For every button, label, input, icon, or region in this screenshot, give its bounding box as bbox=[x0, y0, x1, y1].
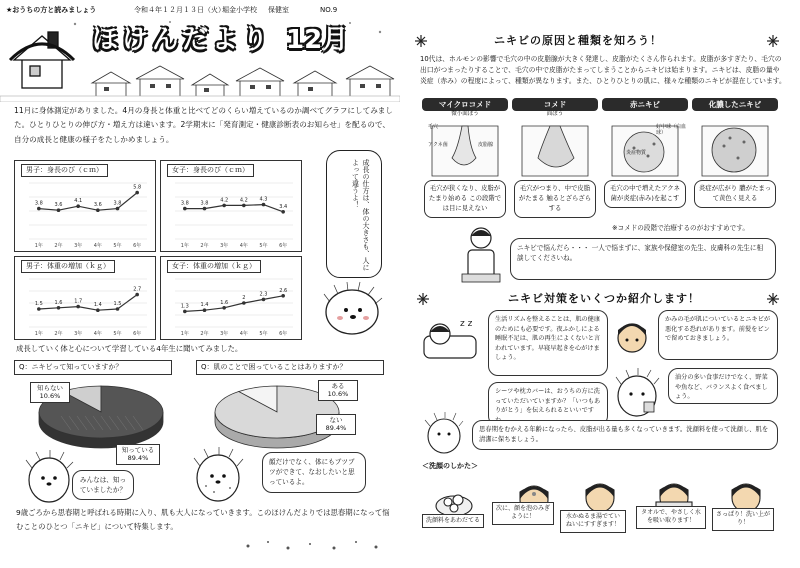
data-point bbox=[76, 204, 80, 208]
tip-bangs: かみの毛が肌についているとニキビが悪化する恐れがあります。前髪をピンで留めておきましょう。 bbox=[658, 310, 778, 360]
data-point bbox=[183, 207, 187, 211]
tip-pillow: シーツや枕カバーは、おうちの方に洗っていただいていますか？「いつもありがとう」を伝えられるといいです bbox=[488, 382, 608, 426]
tick-label: 1年 bbox=[34, 331, 43, 337]
tick-label: 3年 bbox=[220, 331, 229, 337]
cause-title: ニキビの原因と種類を知ろう！ bbox=[494, 34, 662, 47]
pie2-large-value: 89.4 bbox=[325, 424, 341, 433]
data-point bbox=[116, 207, 120, 211]
acne-stage-diagram bbox=[422, 118, 778, 178]
tick-label: 1年 bbox=[34, 243, 43, 249]
data-label: 1.7 bbox=[74, 298, 83, 305]
hedgehog-left-icon bbox=[24, 450, 74, 506]
data-label: 3.8 bbox=[113, 200, 122, 207]
data-point bbox=[135, 191, 139, 195]
cause-paragraph: 10代は、ホルモンの影響で毛穴の中の皮脂腺が大きく発達し、皮脂がたくさん作られます。皮脂が多すぎたり、毛穴の出口がつまったりすることで、毛穴の中で皮脂がたまってしまうことからニキビは始まります。ニキビは、皮脂の量や炎症（赤み）の程度によって、種類が異なります。また、ひとりひとりの肌に、様々な種類のニキビが混在しています。 bbox=[420, 55, 786, 85]
label-white-blood-cell: 好中球（白血球） bbox=[656, 124, 687, 137]
tick-label: 5年 bbox=[113, 331, 122, 337]
type-column-red-acne bbox=[602, 98, 688, 111]
type-name: コメド bbox=[512, 98, 598, 111]
type-sub: 微小面ぽう bbox=[451, 111, 479, 118]
header-office: 保健室 bbox=[268, 6, 289, 14]
tick-label: 5年 bbox=[259, 243, 268, 249]
closing-paragraph: 9歳ごろから思春期と呼ばれる時期に入り、肌も大人になっていきます。このほけんだよりでは思春期になって悩むことのひとつ「ニキビ」について特集します。 bbox=[16, 508, 390, 532]
snowflake-icon bbox=[766, 34, 780, 48]
hedgehog-speech-text: 成長の仕方は、体の大きさも、人によって違うよ！ bbox=[351, 159, 370, 271]
chart-boys-height bbox=[14, 160, 156, 252]
data-label: 1.4 bbox=[93, 302, 102, 309]
tip-lifestyle: 生活リズムを整えることは、肌の健康のためにも必要です。夜ふかしによる睡眠不足は、肌の再生によくないと言われています。早寝早起きを心がけましょう。 bbox=[488, 310, 608, 376]
data-label: 1.4 bbox=[200, 302, 209, 309]
pie-question-1: Q：ニキビって知っていますか？ bbox=[14, 360, 172, 375]
hedgehog-center-icon bbox=[192, 446, 244, 506]
pie2-small-name: ある bbox=[331, 382, 345, 390]
tick-label: 1年 bbox=[180, 331, 189, 337]
pie1-small-value: 10.6 bbox=[39, 392, 55, 401]
snowflake-icon bbox=[766, 292, 780, 306]
type-column-comedo bbox=[512, 98, 598, 118]
pie-question-2: Q：肌のことで困っていることはありますか？ bbox=[196, 360, 384, 375]
tick-label: 2年 bbox=[200, 331, 209, 337]
header-school: 堀金小学校 bbox=[222, 6, 257, 14]
data-label: 3.8 bbox=[34, 200, 43, 207]
pie1-label-large: 知っている 89.4% bbox=[116, 444, 160, 465]
snowflake-icon bbox=[416, 292, 430, 306]
data-label: 2 bbox=[242, 295, 246, 301]
hedgehog-eating-icon bbox=[614, 368, 660, 420]
chart-title: 女子：体重の増加（ｋｇ） bbox=[167, 260, 261, 273]
data-point bbox=[96, 308, 100, 312]
chart-girls-weight bbox=[160, 256, 302, 340]
type-desc: 毛穴がつまり、中で皮脂がたまる 触るとざらざらする bbox=[514, 180, 596, 218]
wash-step-3: 水かぬるま湯でていねいにすすぎます！ bbox=[560, 510, 626, 533]
tick-label: 5年 bbox=[113, 243, 122, 249]
comedo-note: ※コメドの段階で治療するのがおすすめです。 bbox=[612, 224, 749, 232]
data-label: 1.5 bbox=[34, 301, 43, 307]
measures-title: ニキビ対策をいくつか紹介します！ bbox=[508, 292, 700, 305]
label-sebaceous-gland: 皮脂腺 bbox=[478, 142, 494, 148]
tick-label: 5年 bbox=[259, 331, 268, 337]
svg-text:z z: z z bbox=[460, 319, 473, 329]
chart-title: 男子：身長のび（ｃｍ） bbox=[21, 164, 108, 177]
data-point bbox=[37, 207, 41, 211]
tick-label: 6年 bbox=[279, 243, 288, 249]
tick-label: 2年 bbox=[54, 331, 63, 337]
data-point bbox=[116, 307, 120, 311]
tick-label: 3年 bbox=[74, 331, 83, 337]
header-date: 令和４年１２月１３日（火） bbox=[134, 6, 225, 14]
data-label: 1.3 bbox=[180, 303, 189, 310]
snowflake-icon bbox=[414, 34, 428, 48]
header-issue-no: NO.9 bbox=[320, 6, 338, 14]
data-point bbox=[96, 208, 100, 212]
data-label: 2.6 bbox=[279, 287, 288, 294]
data-label: 2.7 bbox=[133, 286, 142, 293]
pie2-large-name: ない bbox=[329, 416, 343, 424]
snowflake-decoration-icon bbox=[238, 536, 384, 556]
hedgehog-icon bbox=[320, 280, 384, 340]
data-label: 4.2 bbox=[239, 197, 248, 204]
pie2-label-large: ない 89.4% bbox=[316, 414, 356, 435]
data-label: 3.6 bbox=[93, 202, 102, 209]
right-page bbox=[400, 0, 800, 568]
data-point bbox=[203, 207, 207, 211]
wash-step-4: タオルで、やさしく水を吸い取ります！ bbox=[636, 506, 706, 529]
charts-caption: 成長していく体と心について学習している4年生に聞いてみました。 bbox=[16, 344, 243, 353]
data-label: 3.8 bbox=[200, 200, 209, 207]
data-point bbox=[281, 294, 285, 298]
girl-face-icon bbox=[612, 316, 652, 356]
chart-girls-height bbox=[160, 160, 302, 252]
consult-bubble: ニキビで悩んだら・・・ 一人で悩まずに、家族や保健室の先生、皮膚科の先生に相談してくださいね。 bbox=[510, 238, 776, 280]
pie1-large-name: 知っている bbox=[121, 446, 155, 454]
data-point bbox=[57, 306, 61, 310]
data-point bbox=[242, 301, 246, 305]
label-acne-bacteria: アクネ菌 bbox=[428, 142, 448, 148]
wash-step-1: 洗顔料をあわだてる bbox=[422, 514, 484, 528]
type-column-pustule bbox=[692, 98, 778, 111]
data-point bbox=[76, 305, 80, 309]
newsletter-month: 12月 bbox=[286, 25, 349, 55]
chart-title: 女子：身長のび（ｃｍ） bbox=[167, 164, 254, 177]
pie2-small-value: 10.6 bbox=[327, 390, 343, 399]
data-point bbox=[37, 307, 41, 311]
wash-heading: ＜洗顔のしかた＞ bbox=[422, 462, 478, 470]
tick-label: 2年 bbox=[200, 243, 209, 249]
data-label: 4.1 bbox=[74, 198, 83, 205]
intro-paragraph: 11月に身体測定がありました。4月の身長と体重と比べてどのくらい増えているのか調べてグラフにしてみました。ひとりひとりの伸び方・増え方は違います。2学期末に「発育測定・健康診断表のお知らせ」を配るので、自分の成長と健康の様子をたしかめましょう。 bbox=[14, 106, 393, 144]
tip-food: 油分の多い食事だけでなく、野菜や魚など、バランスよく食べましょう。 bbox=[668, 368, 778, 404]
type-desc: 炎症が広がり 膿がたまって黄色く見える bbox=[694, 180, 776, 208]
data-point bbox=[222, 306, 226, 310]
type-column-microcomedo bbox=[422, 98, 508, 118]
tick-label: 3年 bbox=[74, 243, 83, 249]
data-label: 4.2 bbox=[220, 197, 229, 204]
pie2-label-small: ある 10.6% bbox=[318, 380, 358, 401]
tick-label: 3年 bbox=[220, 243, 229, 249]
data-label: 1.6 bbox=[220, 299, 229, 306]
type-desc: 毛穴が狭くなり、皮脂がたまり始める この段階では目に見えない bbox=[424, 180, 506, 218]
type-name: マイクロコメド bbox=[422, 98, 508, 111]
type-desc: 毛穴の中で増えたアクネ菌が炎症(赤み)を起こす bbox=[604, 180, 686, 208]
bubble-bottom-right: 顔だけでなく、体にもブツブツができて、なおしたいと思っているよ。 bbox=[262, 452, 366, 493]
pie1-large-value: 89.4 bbox=[127, 454, 143, 463]
tick-label: 6年 bbox=[133, 331, 142, 337]
wash-step-5: さっぱり！洗い上がり！ bbox=[712, 508, 774, 531]
tick-label: 4年 bbox=[93, 243, 102, 249]
tick-label: 4年 bbox=[239, 331, 248, 337]
type-sub: 面ぽう bbox=[546, 111, 564, 118]
newsletter-title: ほけんだより bbox=[92, 25, 273, 55]
data-point bbox=[183, 310, 187, 314]
tick-label: 4年 bbox=[239, 243, 248, 249]
sleeping-child-icon bbox=[420, 312, 480, 362]
data-point bbox=[242, 204, 246, 208]
data-point bbox=[262, 298, 266, 302]
hedgehog-small-icon bbox=[424, 412, 464, 456]
nurse-icon bbox=[456, 224, 506, 288]
data-label: 4.3 bbox=[259, 196, 268, 203]
tick-label: 1年 bbox=[180, 243, 189, 249]
data-label: 2.3 bbox=[259, 291, 268, 298]
label-inflammation: 炎症物質 bbox=[626, 150, 647, 156]
type-name: 化膿したニキビ bbox=[692, 98, 778, 111]
data-point bbox=[262, 203, 266, 207]
data-label: 5.8 bbox=[133, 184, 142, 191]
label-pore: 毛穴 bbox=[428, 124, 439, 130]
pie1-small-name: 知らない bbox=[37, 384, 63, 392]
data-point bbox=[135, 293, 139, 297]
chart-boys-weight bbox=[14, 256, 156, 340]
data-label: 3.8 bbox=[180, 200, 189, 207]
tick-label: 6年 bbox=[279, 331, 288, 337]
chart-title: 男子：体重の増加（ｋｇ） bbox=[21, 260, 115, 273]
data-point bbox=[222, 204, 226, 208]
data-point bbox=[203, 308, 207, 312]
data-label: 3.6 bbox=[54, 202, 63, 209]
tick-label: 6年 bbox=[133, 243, 142, 249]
data-label: 1.6 bbox=[54, 299, 63, 306]
tip-wash-intro: 思春期をむかえる年齢になったら、皮脂が出る量も多くなっていきます。洗顔料を使って洗顔し、肌を清潔に保ちましょう。 bbox=[472, 420, 778, 450]
data-label: 1.5 bbox=[113, 301, 122, 307]
tick-label: 4年 bbox=[93, 331, 102, 337]
header-note: ★おうちの方と読みましょう bbox=[6, 6, 97, 14]
type-name: 赤ニキビ bbox=[602, 98, 688, 111]
pie1-label-small: 知らない 10.6% bbox=[30, 382, 70, 403]
data-point bbox=[281, 210, 285, 214]
data-label: 3.4 bbox=[279, 203, 288, 210]
tick-label: 2年 bbox=[54, 243, 63, 249]
wash-step-2: 次に、顔を泡のみぎように！ bbox=[492, 502, 554, 525]
hedgehog-speech-bubble bbox=[326, 150, 382, 278]
bubble-bottom-left: みんなは、知っていましたか？ bbox=[72, 470, 134, 500]
data-point bbox=[57, 208, 61, 212]
